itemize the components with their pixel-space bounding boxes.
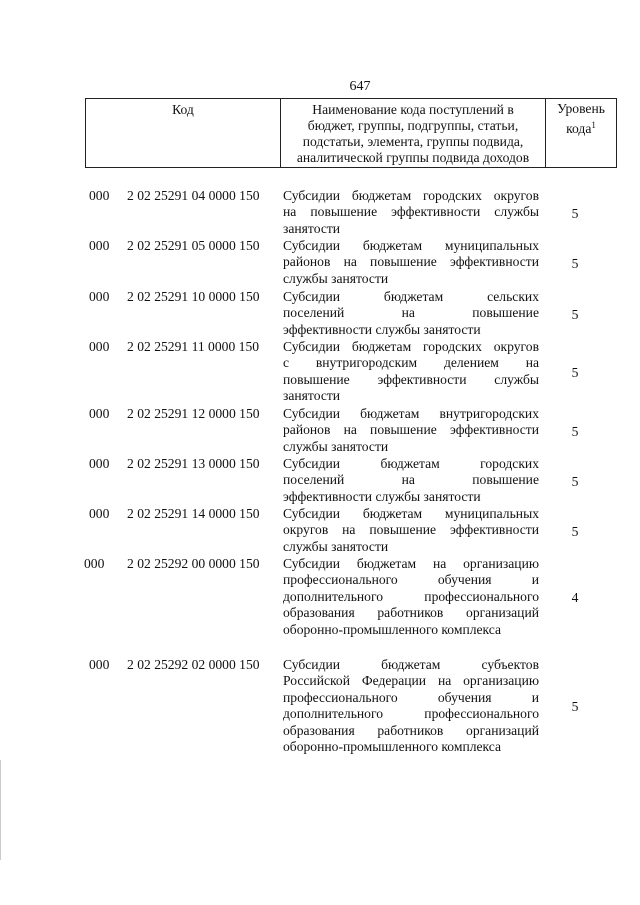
row-name-line: на повышение эффективности службы <box>283 204 539 220</box>
row-name-line: Субсидии бюджетам субъектов <box>283 657 539 672</box>
header-name-line: Наименование кода поступлений в <box>312 102 514 117</box>
row-name-line: эффективности службы занятости <box>283 488 481 504</box>
row-prefix: 000 <box>89 456 110 471</box>
row-name-line: профессионального обучения и <box>283 689 539 705</box>
header-level-line1: Уровень <box>557 101 605 116</box>
row-code: 2 02 25291 14 0000 150 <box>127 506 260 521</box>
scan-edge-line <box>0 760 1 860</box>
row-name <box>283 238 539 287</box>
row-prefix: 000 <box>89 657 110 672</box>
row-name-line: Субсидии бюджетам внутригородских <box>283 406 539 421</box>
row-name <box>283 406 539 455</box>
header-name-line: аналитической группы подвида доходов <box>296 150 530 165</box>
row-name-line: оборонно-промышленного комплекса <box>283 621 502 637</box>
row-name-line: дополнительного профессионального <box>283 706 539 722</box>
row-level: 5 <box>571 423 579 439</box>
row-name-line: Субсидии бюджетам муниципальных <box>283 238 539 253</box>
header-level-word: кода <box>566 121 592 136</box>
table-header <box>85 98 617 168</box>
header-name-line: подстатьи, элемента, группы подвида, <box>302 134 524 149</box>
row-code: 2 02 25292 00 0000 150 <box>127 556 260 571</box>
row-name-line: службы занятости <box>283 270 389 286</box>
row-name-line: занятости <box>283 220 341 236</box>
row-level: 5 <box>571 523 579 539</box>
row-name <box>283 657 539 755</box>
row-name-line: с внутригородским делением на <box>283 355 539 371</box>
row-level: 5 <box>571 255 579 271</box>
row-name-line: службы занятости <box>283 438 389 454</box>
row-name-line: поселений на повышение <box>283 472 539 488</box>
row-name <box>283 506 539 555</box>
row-name-line: Субсидии бюджетам муниципальных <box>283 506 539 521</box>
row-name <box>283 188 539 237</box>
row-prefix: 000 <box>89 289 110 304</box>
row-name-line: образования работников организаций <box>283 605 539 621</box>
row-name <box>283 289 539 338</box>
footnote-marker: 1 <box>591 120 596 130</box>
row-level: 4 <box>571 590 579 605</box>
row-name-line: дополнительного профессионального <box>283 588 539 604</box>
row-name-line: образования работников организаций <box>283 722 539 738</box>
row-name <box>283 556 539 638</box>
row-level: 5 <box>571 205 579 221</box>
row-code: 2 02 25291 13 0000 150 <box>127 456 260 471</box>
row-name-line: Субсидии бюджетам на организацию <box>283 556 539 571</box>
row-name-line: Субсидии бюджетам сельских <box>283 289 539 304</box>
row-name <box>283 456 539 505</box>
row-name-line: профессионального обучения и <box>283 572 539 588</box>
row-name-line: занятости <box>283 388 341 404</box>
header-level <box>544 99 618 167</box>
row-name-line: оборонно-промышленного комплекса <box>283 739 502 755</box>
row-name-line: районов на повышение эффективности <box>283 254 539 270</box>
row-prefix: 000 <box>89 506 110 521</box>
row-name-line: эффективности службы занятости <box>283 321 481 337</box>
page-number: 647 <box>349 79 371 94</box>
row-name-line: поселений на повышение <box>283 305 539 321</box>
header-level-line2 <box>544 117 618 137</box>
row-name-line: Субсидии бюджетам городских <box>283 456 539 471</box>
row-level: 5 <box>571 699 579 715</box>
row-name <box>283 339 539 405</box>
row-prefix: 000 <box>89 339 110 354</box>
row-code: 2 02 25291 12 0000 150 <box>127 406 260 421</box>
row-name-line: Российской Федерации на организацию <box>283 673 539 689</box>
row-name-line: районов на повышение эффективности <box>283 422 539 438</box>
row-name-line: службы занятости <box>283 538 389 554</box>
row-prefix: 000 <box>84 556 105 571</box>
row-prefix: 000 <box>89 238 110 253</box>
row-name-line: округов на повышение эффективности <box>283 522 539 538</box>
row-name-line: повышение эффективности службы <box>283 371 539 387</box>
row-level: 5 <box>571 306 579 322</box>
row-prefix: 000 <box>89 188 110 203</box>
row-level: 5 <box>571 473 579 489</box>
row-code: 2 02 25291 11 0000 150 <box>127 339 260 354</box>
row-code: 2 02 25291 05 0000 150 <box>127 238 260 253</box>
row-code: 2 02 25291 04 0000 150 <box>127 188 260 203</box>
row-name-line: Субсидии бюджетам городских округов <box>283 339 539 354</box>
header-name-line: бюджет, группы, подгруппы, статьи, <box>307 118 519 133</box>
row-level: 5 <box>571 364 579 380</box>
header-name <box>280 99 546 167</box>
row-prefix: 000 <box>89 406 110 421</box>
row-code: 2 02 25292 02 0000 150 <box>127 657 260 672</box>
row-code: 2 02 25291 10 0000 150 <box>127 289 260 304</box>
header-code: Код <box>172 102 194 117</box>
row-name-line: Субсидии бюджетам городских округов <box>283 188 539 203</box>
